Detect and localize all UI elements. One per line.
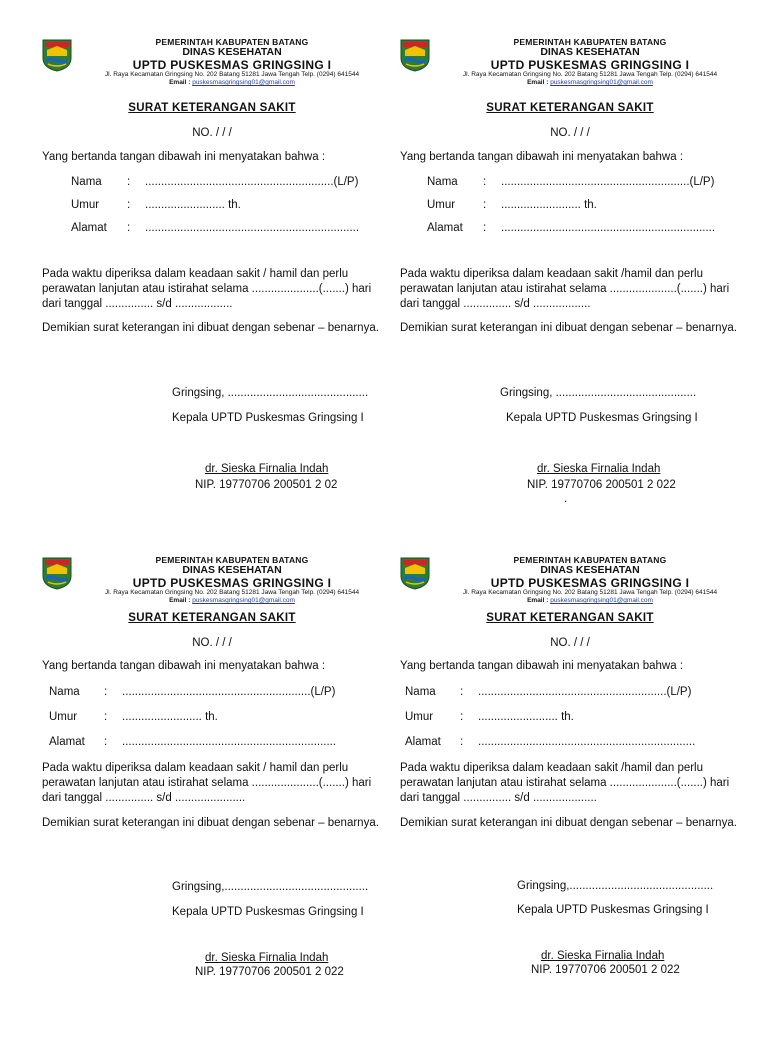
header-gov: PEMERINTAH KABUPATEN BATANG (513, 37, 667, 47)
letter-number: NO. / / / (192, 637, 232, 649)
doctor-nip: NIP. 19770706 200501 2 022 (195, 966, 344, 978)
exam-paragraph: Pada waktu diperiksa dalam keadaan sakit / hamil dan perlu perawatan lanjutan atau istirahat selama .....................(.......) hari dari tanggal ............... s/d .................. (42, 268, 372, 310)
doctor-nip: NIP. 19770706 200501 2 022 (527, 479, 676, 491)
field-label-umur: Umur (71, 199, 100, 211)
header-dept: DINAS KESEHATAN (540, 564, 640, 576)
header-dept: DINAS KESEHATAN (182, 564, 282, 576)
email-label: Email : (527, 79, 549, 86)
place-date: Gringsing,............................................. (172, 881, 369, 893)
field-value-nama: ...........................................................(L/P) (145, 176, 359, 188)
field-value-umur: ......................... th. (145, 199, 241, 211)
field-label-alamat: Alamat (427, 222, 463, 234)
letter-title: SURAT KETERANGAN SAKIT (128, 612, 296, 624)
doctor-name: dr. Sieska Firnalia Indah (541, 950, 665, 962)
letter-number: NO. / / / (192, 127, 232, 139)
header-email (72, 597, 392, 604)
field-label-alamat: Alamat (405, 736, 441, 748)
header-address: Jl. Raya Kecamatan Gringsing No. 202 Batang 51281 Jawa Tengah Telp. (0294) 641544 (104, 71, 360, 78)
batang-emblem-icon (42, 556, 72, 590)
intro-text: Yang bertanda tangan dibawah ini menyatakan bahwa : (400, 151, 684, 163)
email-link[interactable]: puskesmasgringsing01@gmail.com (550, 597, 653, 604)
header-office: UPTD PUSKESMAS GRINGSING I (132, 58, 332, 72)
header-office: UPTD PUSKESMAS GRINGSING I (490, 576, 690, 590)
letter-title: SURAT KETERANGAN SAKIT (486, 612, 654, 624)
letter-title: SURAT KETERANGAN SAKIT (128, 102, 296, 114)
doctor-nip: NIP. 19770706 200501 2 022 (531, 964, 680, 976)
signatory-title: Kepala UPTD Puskesmas Gringsing I (172, 906, 364, 918)
batang-emblem-icon (400, 556, 430, 590)
field-label-alamat: Alamat (71, 222, 107, 234)
closing-paragraph: Demikian surat keterangan ini dibuat dengan sebenar – benarnya. (42, 322, 379, 334)
closing-paragraph: Demikian surat keterangan ini dibuat dengan sebenar – benarnya. (400, 817, 737, 829)
letter-number: NO. / / / (550, 637, 590, 649)
letter-number: NO. / / / (550, 127, 590, 139)
place-date: Gringsing, ............................................ (500, 387, 697, 399)
sick-letter-top-left (32, 30, 392, 530)
field-value-nama: ...........................................................(L/P) (501, 176, 715, 188)
intro-text: Yang bertanda tangan dibawah ini menyatakan bahwa : (42, 660, 326, 672)
header-dept: DINAS KESEHATAN (182, 46, 282, 58)
signatory-title: Kepala UPTD Puskesmas Gringsing I (517, 904, 709, 916)
header-office: UPTD PUSKESMAS GRINGSING I (132, 576, 332, 590)
field-label-nama: Nama (427, 176, 458, 188)
field-colon: : (127, 176, 131, 188)
signatory-title: Kepala UPTD Puskesmas Gringsing I (506, 412, 698, 424)
header-gov: PEMERINTAH KABUPATEN BATANG (155, 555, 309, 565)
field-value-nama: ...........................................................(L/P) (122, 686, 336, 698)
field-value-alamat: ................................................................... (501, 222, 716, 234)
field-label-umur: Umur (427, 199, 456, 211)
field-value-nama: ...........................................................(L/P) (478, 686, 692, 698)
field-label-nama: Nama (405, 686, 436, 698)
email-link[interactable]: puskesmasgringsing01@gmail.com (192, 79, 295, 86)
field-colon: : (127, 222, 131, 234)
header-email (430, 597, 750, 604)
letter-title: SURAT KETERANGAN SAKIT (486, 102, 654, 114)
email-label: Email : (527, 597, 549, 604)
field-label-umur: Umur (405, 711, 434, 723)
email-label: Email : (169, 597, 191, 604)
field-colon: : (127, 199, 131, 211)
header-gov: PEMERINTAH KABUPATEN BATANG (513, 555, 667, 565)
header-address: Jl. Raya Kecamatan Gringsing No. 202 Batang 51281 Jawa Tengah Telp. (0294) 641544 (104, 589, 360, 596)
field-value-umur: ......................... th. (501, 199, 597, 211)
intro-text: Yang bertanda tangan dibawah ini menyatakan bahwa : (400, 660, 684, 672)
field-value-alamat: ................................................................... (145, 222, 360, 234)
field-colon: : (460, 686, 464, 698)
field-colon: : (460, 711, 464, 723)
field-label-umur: Umur (49, 711, 78, 723)
trailing-mark: . (564, 493, 568, 505)
sick-letter-bottom-right (390, 548, 750, 1048)
header-gov: PEMERINTAH KABUPATEN BATANG (155, 37, 309, 47)
batang-emblem-icon (42, 38, 72, 72)
exam-paragraph: Pada waktu diperiksa dalam keadaan sakit /hamil dan perlu perawatan lanjutan atau istirahat selama .....................(.......) hari dari tanggal ............... s/d .................... (400, 762, 730, 804)
batang-emblem-icon (400, 38, 430, 72)
field-label-nama: Nama (71, 176, 102, 188)
field-value-umur: ......................... th. (478, 711, 574, 723)
doctor-name: dr. Sieska Firnalia Indah (205, 463, 329, 475)
field-colon: : (104, 736, 108, 748)
field-colon: : (104, 686, 108, 698)
header-dept: DINAS KESEHATAN (540, 46, 640, 58)
field-colon: : (483, 199, 487, 211)
closing-paragraph: Demikian surat keterangan ini dibuat dengan sebenar – benarnya. (400, 322, 737, 334)
header-address: Jl. Raya Kecamatan Gringsing No. 202 Batang 51281 Jawa Tengah Telp. (0294) 641544 (462, 71, 718, 78)
sick-letter-top-right (390, 30, 750, 530)
doctor-name: dr. Sieska Firnalia Indah (537, 463, 661, 475)
place-date: Gringsing, ............................................ (172, 387, 369, 399)
field-value-alamat: ................................................................... (122, 736, 337, 748)
doctor-name: dr. Sieska Firnalia Indah (205, 952, 329, 964)
header-address: Jl. Raya Kecamatan Gringsing No. 202 Batang 51281 Jawa Tengah Telp. (0294) 641544 (462, 589, 718, 596)
doctor-nip: NIP. 19770706 200501 2 02 (195, 479, 338, 491)
header-email (430, 79, 750, 86)
email-link[interactable]: puskesmasgringsing01@gmail.com (550, 79, 653, 86)
field-colon: : (104, 711, 108, 723)
exam-paragraph: Pada waktu diperiksa dalam keadaan sakit /hamil dan perlu perawatan lanjutan atau istirahat selama .....................(.......) hari dari tanggal ............... s/d .................. (400, 268, 730, 310)
header-email (72, 79, 392, 86)
email-link[interactable]: puskesmasgringsing01@gmail.com (192, 597, 295, 604)
field-value-alamat: .................................................................... (478, 736, 696, 748)
email-label: Email : (169, 79, 191, 86)
closing-paragraph: Demikian surat keterangan ini dibuat dengan sebenar – benarnya. (42, 817, 379, 829)
sick-letter-bottom-left (32, 548, 392, 1048)
intro-text: Yang bertanda tangan dibawah ini menyatakan bahwa : (42, 151, 326, 163)
field-value-umur: ......................... th. (122, 711, 218, 723)
header-office: UPTD PUSKESMAS GRINGSING I (490, 58, 690, 72)
field-colon: : (483, 176, 487, 188)
field-label-alamat: Alamat (49, 736, 85, 748)
field-label-nama: Nama (49, 686, 80, 698)
signatory-title: Kepala UPTD Puskesmas Gringsing I (172, 412, 364, 424)
field-colon: : (460, 736, 464, 748)
exam-paragraph: Pada waktu diperiksa dalam keadaan sakit / hamil dan perlu perawatan lanjutan atau istirahat selama .....................(.......) hari dari tanggal ............... s/d ...................... (42, 762, 372, 804)
place-date: Gringsing,............................................. (517, 880, 714, 892)
field-colon: : (483, 222, 487, 234)
